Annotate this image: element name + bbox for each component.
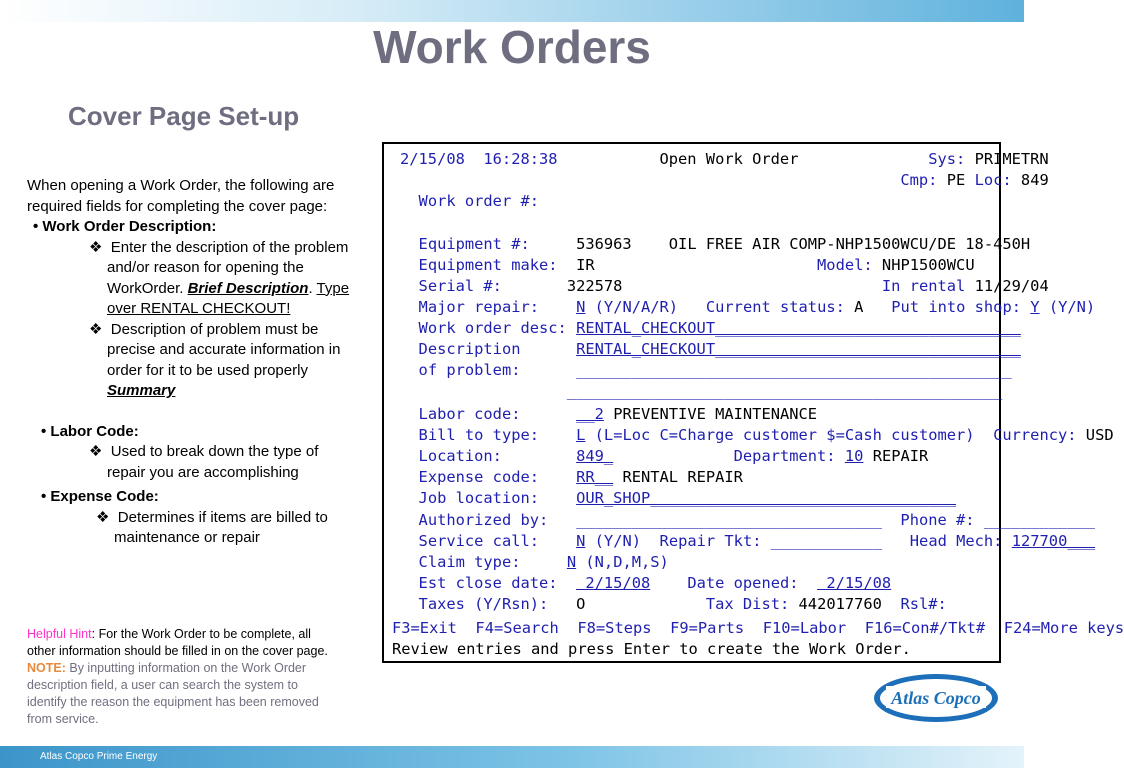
sub-bullet-text: Enter the description of the problem and/or reason for opening the WorkOrder. [107,238,349,297]
f16-con-tkt-key[interactable]: F16=Con#/Tkt# [864,619,986,637]
f24-more-keys-key[interactable]: F24=More keys [1003,619,1124,637]
shop-input[interactable]: Y [1030,298,1040,316]
status-label: Current status: [705,298,845,316]
head-mech-label: Head Mech: [909,532,1003,550]
in-rental-value: 11/29/04 [974,277,1049,295]
type-over-instruction: Type over RENTAL CHECKOUT! [107,279,350,317]
location-input[interactable]: 849_ [576,447,614,465]
screen-row-wo [400,191,539,212]
bill-to-options: (L=Loc C=Charge customer $=Cash customer) [594,426,975,444]
labor-code-input[interactable]: __2 [576,405,604,423]
claim-type-options: (N,D,M,S) [585,553,669,571]
page-title: Work Orders [373,21,651,73]
major-repair-options: (Y/N/A/R) [594,298,679,316]
f10-labor-key[interactable]: F10=Labor [762,619,847,637]
serial-value: 322578 [566,277,623,295]
expense-code-label: Expense code: [418,468,540,486]
bullet-expense-code [41,487,352,508]
bullet-label: • Labor Code: [41,422,139,440]
screen-row-claim [400,552,669,573]
date-opened-label: Date opened: [687,574,799,592]
sub-bullet-text: Used to break down the type of repair you are accomplishing [107,443,319,481]
equipment-label: Equipment #: [418,235,530,253]
f8-steps-key[interactable]: F8=Steps [577,619,652,637]
screen-row-problem [400,360,1012,381]
date-opened-input[interactable]: 2/15/08 [817,574,892,592]
loc-label: Loc: [974,171,1012,189]
screen-row-labor [400,404,817,425]
diamond-bullet-icon: ❖ [89,443,103,460]
screen-row-equipment [400,234,1030,255]
problem-input-line-1[interactable]: _______________________________________________ [576,361,1012,379]
sub-bullet-description [27,238,352,320]
description-input[interactable]: RENTAL_CHECKOUT_________________________________ [576,340,1021,358]
hint-label: Helpful Hint [27,627,92,641]
serial-label: Serial #: [418,277,502,295]
bullet-label: • Expense Code: [41,488,159,505]
system-date: 2/15/08 16:28:38 [400,150,558,168]
major-repair-input[interactable]: N [576,298,586,316]
status-value: A [854,298,864,316]
taxes-label: Taxes (Y/Rsn): [418,595,549,613]
status-message [392,639,911,660]
authorized-by-label: Authorized by: [418,511,549,529]
note [27,660,332,728]
screen-row-cmp [400,170,1049,191]
sub-bullet-expense [27,508,352,549]
of-problem-label: of problem: [418,361,521,379]
equipment-value[interactable]: 536963 [576,235,632,253]
cmp-label: Cmp: [900,171,938,189]
screen-row-wodesc [400,318,1021,339]
location-label: Location: [418,447,502,465]
sub-bullet-text: Determines if items are billed to maintenance or repair [114,508,328,546]
est-close-date-label: Est close date: [418,574,558,592]
f3-exit-key[interactable]: F3=Exit [392,619,457,637]
screen-row-expense [400,467,743,488]
est-close-date-input[interactable]: 2/15/08 [576,574,651,592]
tax-dist-value: 442017760 [798,595,882,613]
bill-to-input[interactable]: L [576,426,586,444]
screen-row-service [400,531,1095,552]
equipment-description: OIL FREE AIR COMP-NHP1500WCU/DE 18-450H [668,235,1031,253]
in-rental-label: In rental [881,277,966,295]
page-subtitle: Cover Page Set-up [68,101,300,131]
problem-input-line-2[interactable]: _______________________________________________ [566,382,1003,400]
currency-label: Currency: [993,426,1077,444]
wo-desc-input[interactable]: RENTAL_CHECKOUT_________________________________ [576,319,1021,337]
screen-row-jobloc [400,488,956,509]
diamond-bullet-icon: ❖ [89,320,103,338]
summary-term: Summary [107,382,176,399]
screen-row-auth [400,510,1095,531]
screen-row-problem-2 [400,381,1002,402]
bullet-work-order-description: • Work Order Description: [33,218,217,235]
department-label: Department: [733,447,836,465]
screen-row-location [400,446,928,467]
shop-options: (Y/N) [1048,298,1096,316]
status-message-text: Review entries and press Enter to create the Work Order. [392,640,911,658]
diamond-bullet-icon: ❖ [96,508,110,526]
expense-code-description: RENTAL REPAIR [622,468,743,486]
tax-dist-label: Tax Dist: [705,595,790,613]
phone-label: Phone #: [900,511,975,529]
screen-row-serial [400,276,1049,297]
hint-text: For the Work Order to be complete, all other information should be filled in on the cover page. [27,627,328,658]
note-label: NOTE: [27,661,70,675]
currency-value: USD [1085,426,1114,444]
logo-text: Atlas Copco [891,688,981,708]
expense-code-input[interactable]: RR__ [576,468,614,486]
function-keys-row [392,618,1124,639]
service-call-options: (Y/N) [594,532,641,550]
department-input[interactable]: 10 [844,447,864,465]
claim-type-label: Claim type: [418,553,521,571]
screen-row-bill [400,425,1114,446]
repair-ticket-input[interactable]: ____________ [770,532,882,550]
model-label: Model: [817,256,873,274]
sub-bullet-punct: . [308,279,317,297]
screen-heading: Open Work Order [659,150,799,168]
bill-to-label: Bill to type: [418,426,540,444]
major-repair-label: Major repair: [418,298,540,316]
brief-description-term: Brief Description [187,279,309,297]
wo-desc-label: Work order desc: [418,319,567,337]
f9-parts-key[interactable]: F9=Parts [670,619,745,637]
top-decor-bar [0,0,1024,22]
note-text: By inputting information on the Work Order description field, a user can search the system to identify the reason the equipment has been removed from service. [27,661,319,726]
claim-type-input[interactable]: N [566,553,577,571]
make-label: Equipment make: [418,256,558,274]
sys-label: Sys: [928,150,966,168]
cmp-value: PE [946,171,966,189]
description-label: Description [418,340,521,358]
loc-value: 849 [1020,171,1049,189]
sub-bullet-text: Description of problem must be precise and accurate information in order for it to be used properly [107,320,341,379]
department-description: REPAIR [872,447,929,465]
service-call-label: Service call: [418,532,540,550]
screen-row-make [400,255,975,276]
work-order-label: Work order #: [418,192,540,210]
phone-input[interactable]: ____________ [983,511,1096,529]
taxes-input[interactable]: O [576,595,586,613]
authorized-by-input[interactable]: _________________________________ [576,511,882,529]
service-call-input[interactable]: N [576,532,586,550]
job-location-label: Job location: [418,489,540,507]
hint-colon: : [91,627,99,641]
f4-search-key[interactable]: F4=Search [475,619,559,637]
helpful-hint [27,626,332,660]
make-value: IR [576,256,595,274]
shop-label: Put into shop: [891,298,1021,316]
terminal-screen [382,142,1124,663]
instructions-panel [27,176,352,549]
screen-row-dates [400,573,891,594]
job-location-input[interactable]: OUR_SHOP_________________________________ [576,489,956,507]
screen-row-taxes [400,594,947,615]
intro-text: When opening a Work Order, the following are required fields for completing the cover page: [27,177,335,215]
model-value: NHP1500WCU [881,256,975,274]
labor-code-description: PREVENTIVE MAINTENANCE [613,405,818,423]
sub-bullet-labor [27,442,352,483]
screen-row-major [400,297,1095,318]
atlas-copco-logo [872,672,1000,724]
screen-row-header [400,149,1049,170]
diamond-bullet-icon: ❖ [89,238,103,256]
bullet-labor-code [41,422,352,443]
sub-bullet-precise [27,320,352,402]
rsl-label: Rsl#: [900,595,947,613]
head-mech-input[interactable]: 127700___ [1011,532,1096,550]
notes-panel [27,626,332,728]
screen-row-description [400,339,1021,360]
labor-code-label: Labor code: [418,405,521,423]
repair-ticket-label: Repair Tkt: [659,532,762,550]
sys-value: PRIMETRN [974,150,1049,168]
footer-text: Atlas Copco Prime Energy [40,751,158,762]
